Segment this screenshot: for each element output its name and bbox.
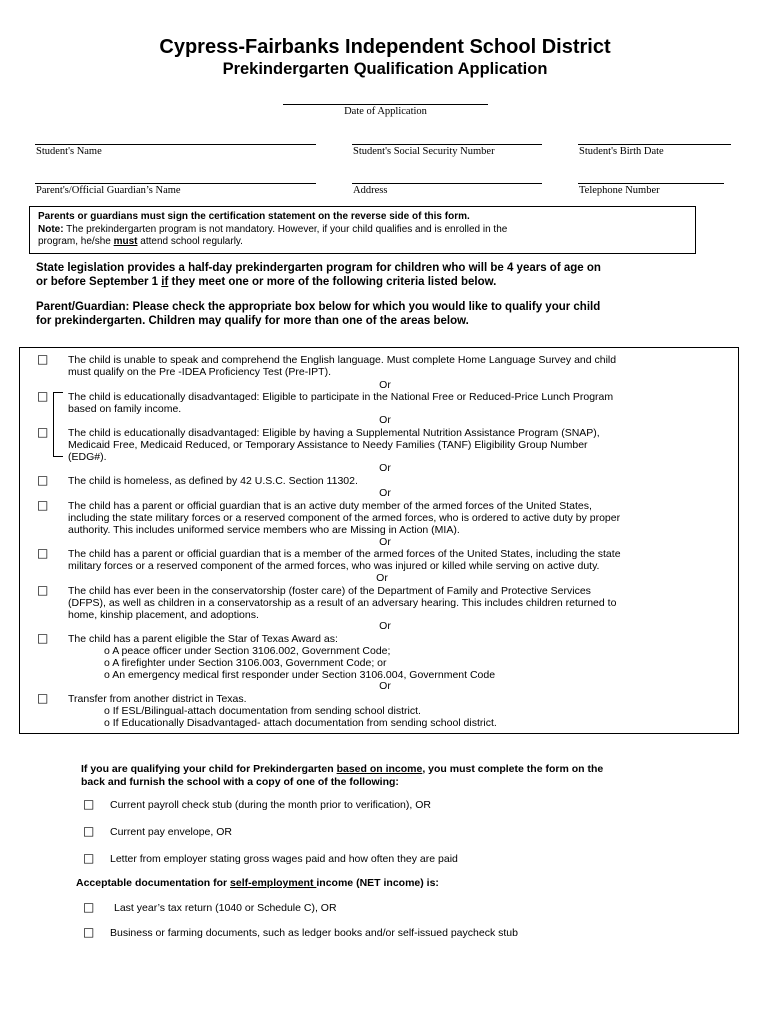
star-of-texas-sub-list	[104, 645, 495, 682]
telephone-label: Telephone Number	[579, 185, 660, 196]
sub-item-text: If ESL/Bilingual-attach documentation from sending school district.	[112, 705, 421, 717]
criterion-text-line: (EDG#).	[68, 451, 107, 464]
criterion-foster-care	[68, 585, 616, 622]
address-line[interactable]	[352, 183, 542, 184]
notice-note	[38, 224, 687, 237]
note-label: Note:	[38, 223, 64, 235]
criterion-transfer: Transfer from another district in Texas.	[68, 693, 247, 705]
sub-item-text: A peace officer under Section 3106.002, Government Code;	[112, 645, 391, 657]
checkbox-employer-letter[interactable]: □	[83, 851, 95, 865]
notice-signature-statement: Parents or guardians must sign the certification statement on the reverse side of this form.	[38, 211, 470, 222]
self-employment-heading	[76, 877, 439, 889]
criterion-injured-killed	[68, 548, 621, 572]
sub-item	[104, 669, 495, 681]
checkbox-snap-medicaid-tanf[interactable]: □	[37, 425, 49, 439]
sub-item	[104, 705, 497, 717]
if-emphasis: if	[161, 275, 169, 288]
checkbox-pay-envelope[interactable]: □	[83, 824, 95, 838]
document-title: Cypress-Fairbanks Independent School District	[159, 36, 611, 58]
must-emphasis: must	[113, 236, 138, 247]
bullet: o	[104, 717, 110, 730]
criterion-text-line: based on family income.	[68, 403, 182, 416]
criterion-english-language	[68, 354, 616, 378]
criterion-active-duty	[68, 500, 620, 537]
checkbox-english-language[interactable]: □	[37, 352, 49, 366]
income-intro-text-a: If you are qualifying your child for Prekindergarten	[81, 763, 337, 775]
criterion-text-line: The child is educationally disadvantaged: Eligible to participate in the National Free or Reduced-Price Lunch Program	[68, 391, 614, 403]
instructions-line-2: for prekindergarten. Children may qualify for more than one of the areas below.	[36, 314, 469, 327]
criterion-text-line: The child is educationally disadvantaged: Eligible by having a Supplemental Nutrition Assistance Program (SNAP),	[68, 427, 600, 439]
sub-item-text: If Educationally Disadvantaged- attach documentation from sending school district.	[112, 717, 497, 730]
income-intro-text-b: , you must complete the form on the	[422, 763, 604, 775]
criterion-text-line: (DFPS), as well as children in a conservatorship as a result of an adversary hearing. This includes children returned to	[68, 597, 617, 610]
transfer-sub-list	[104, 705, 497, 729]
notice-box	[29, 206, 696, 254]
legislation-line-2	[36, 276, 601, 290]
instructions-paragraph	[36, 301, 600, 328]
checkbox-lunch-program[interactable]: □	[37, 389, 49, 403]
or-separator: Or	[379, 536, 391, 548]
bullet: o	[104, 645, 110, 657]
checkbox-homeless[interactable]: □	[37, 473, 49, 487]
or-separator: Or	[376, 572, 388, 584]
student-ssn-line[interactable]	[352, 144, 542, 145]
legislation-text-a: or before September 1	[36, 275, 162, 288]
criterion-text-line: must qualify on the Pre -IDEA Proficiency Test (Pre-IPT).	[68, 366, 331, 379]
checkbox-star-of-texas[interactable]: □	[37, 631, 49, 645]
based-on-income-emphasis: based on income	[336, 763, 423, 775]
bullet: o	[104, 669, 110, 682]
criterion-text-line: Medicaid Free, Medicaid Reduced, or Temporary Assistance to Needy Families (TANF) Eligibility Group Number	[68, 439, 588, 452]
student-birth-date-line[interactable]	[578, 144, 731, 145]
student-birth-date-label: Student's Birth Date	[579, 146, 664, 157]
bullet: o	[104, 705, 110, 717]
criterion-text-line: authority. This includes uniformed service members who are Missing in Action (MIA).	[68, 524, 460, 537]
document-subtitle: Prekindergarten Qualification Application	[222, 60, 548, 78]
criterion-snap-medicaid-tanf	[68, 427, 600, 464]
criterion-text-line: The child has a parent or official guardian that is a member of the armed forces of the United States, including the state	[68, 548, 621, 560]
self-employment-text-a: Acceptable documentation for	[76, 877, 231, 889]
doc-tax-return: Last year’s tax return (1040 or Schedule C), OR	[114, 902, 337, 914]
date-of-application-label: Date of Application	[344, 106, 427, 117]
criterion-text-line: home, kinship placement, and adoptions.	[68, 609, 259, 622]
criterion-text-line: The child has a parent or official guardian that is an active duty member of the armed forces of the United States,	[68, 500, 592, 512]
criterion-text-line: The child is unable to speak and comprehend the English language. Must complete Home Language Survey and child	[68, 354, 617, 366]
doc-payroll-stub: Current payroll check stub (during the month prior to verification), OR	[110, 799, 431, 811]
checkbox-payroll-stub[interactable]: □	[83, 797, 95, 811]
doc-employer-letter: Letter from employer stating gross wages paid and how often they are paid	[110, 853, 458, 865]
checkbox-transfer[interactable]: □	[37, 691, 49, 705]
checkbox-active-duty[interactable]: □	[37, 498, 49, 512]
student-name-label: Student's Name	[36, 146, 102, 157]
student-name-line[interactable]	[35, 144, 316, 145]
self-employment-text-b: income (NET income) is:	[316, 877, 439, 889]
attendance-text-b: attend school regularly.	[137, 236, 243, 247]
criterion-text-line: The child is homeless, as defined by 42 U.S.C. Section 11302.	[68, 475, 358, 487]
criterion-star-of-texas: The child has a parent eligible the Star of Texas Award as:	[68, 633, 338, 645]
bullet: o	[104, 657, 110, 670]
educational-bracket	[53, 392, 63, 457]
checkbox-injured-killed[interactable]: □	[37, 546, 49, 560]
or-separator: Or	[379, 487, 391, 499]
criterion-text-line: military forces or a reserved component of the armed forces, who was injured or killed while serving on active duty.	[68, 560, 600, 573]
sub-item-text: An emergency medical first responder under Section 3106.004, Government Code	[112, 669, 496, 682]
sub-item	[104, 657, 495, 669]
checkbox-foster-care[interactable]: □	[37, 583, 49, 597]
legislation-line-1: State legislation provides a half-day prekindergarten program for children who will be 4 years of age on	[36, 262, 601, 274]
criterion-text-line: including the state military forces or a reserved component of the armed forces, who is ordered to active duty by proper	[68, 512, 621, 525]
checkbox-tax-return[interactable]: □	[83, 900, 95, 914]
criterion-lunch-program	[68, 391, 613, 415]
instructions-line-1: Parent/Guardian: Please check the appropriate box below for which you would like to qualify your child	[36, 301, 601, 313]
student-ssn-label: Student's Social Security Number	[353, 146, 495, 157]
criterion-text-line: The child has ever been in the conservatorship (foster care) of the Department of Family and Protective Services	[68, 585, 591, 597]
or-separator: Or	[379, 462, 391, 474]
date-of-application-line[interactable]	[283, 104, 488, 105]
legislation-paragraph	[36, 262, 601, 289]
or-separator: Or	[379, 620, 391, 632]
legislation-text-b: they meet one or more of the following criteria listed below.	[168, 275, 497, 288]
guardian-name-line[interactable]	[35, 183, 316, 184]
sub-item-text: A firefighter under Section 3106.003, Government Code; or	[112, 657, 387, 670]
or-separator: Or	[379, 414, 391, 426]
sub-item	[104, 645, 495, 657]
income-intro	[81, 763, 603, 788]
checkbox-business-documents[interactable]: □	[83, 925, 95, 939]
or-separator: Or	[379, 680, 391, 692]
income-intro-line-1	[81, 763, 603, 776]
sub-item	[104, 717, 497, 729]
attendance-text-a: program, he/she	[38, 236, 114, 247]
income-intro-line-2: back and furnish the school with a copy of one of the following:	[81, 775, 399, 788]
doc-pay-envelope: Current pay envelope, OR	[110, 826, 232, 838]
guardian-name-label: Parent's/Official Guardian’s Name	[36, 185, 181, 196]
address-label: Address	[353, 185, 388, 196]
note-text: The prekindergarten program is not mandatory. However, if your child qualifies and is enrolled in the	[63, 223, 508, 235]
telephone-line[interactable]	[578, 183, 724, 184]
self-employment-emphasis: self-employment	[230, 877, 317, 889]
doc-business-documents: Business or farming documents, such as ledger books and/or self-issued paycheck stub	[110, 927, 518, 939]
notice-attendance	[38, 236, 687, 249]
or-separator: Or	[379, 379, 391, 391]
criterion-homeless	[68, 475, 358, 487]
